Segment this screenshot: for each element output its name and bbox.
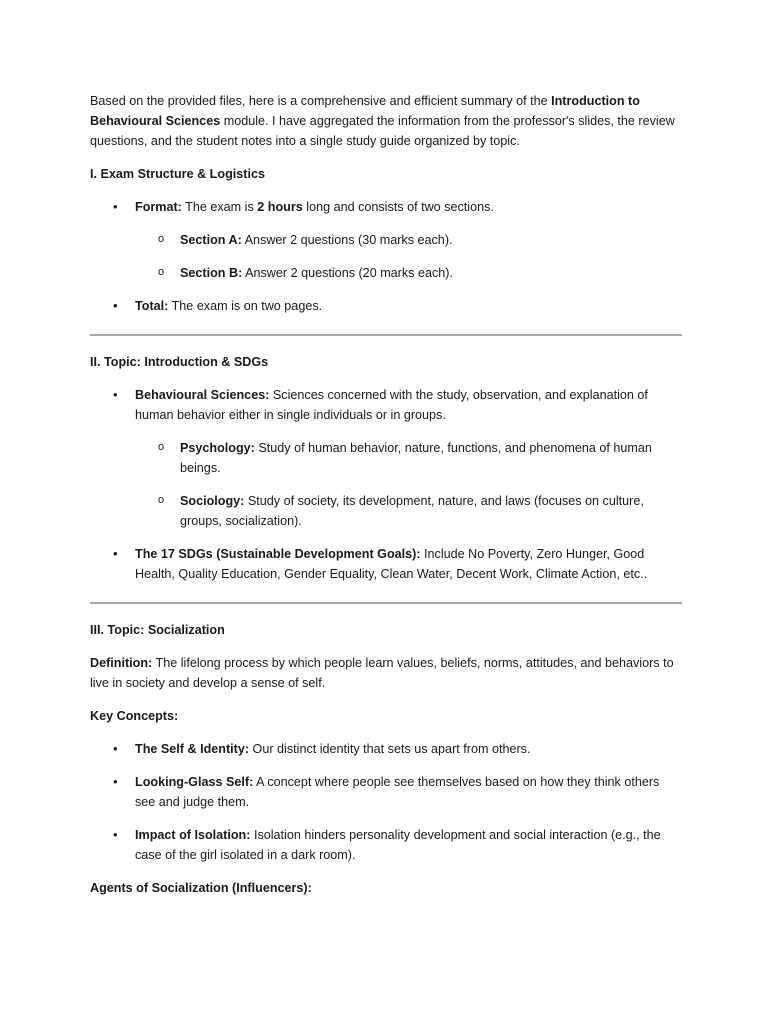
sociology-text: Study of society, its development, nature, and laws (focuses on culture, groups, socialization). xyxy=(180,494,644,528)
format-text: The exam is xyxy=(181,200,258,214)
list-item-psychology xyxy=(90,438,682,478)
behavioural-sciences-label: Behavioural Sciences: xyxy=(135,388,270,402)
list-item-isolation xyxy=(90,825,682,865)
section-a-label: Section A: xyxy=(180,233,242,247)
sociology-label: Sociology: xyxy=(180,494,245,508)
section-a-text: Answer 2 questions (30 marks each). xyxy=(241,233,453,247)
sdgs-text: Include No Poverty, Zero Hunger, Good Health, Quality Education, Gender Equality, Clean Water, Decent Work, Climate Action, etc.. xyxy=(135,547,648,581)
sdgs-list xyxy=(90,385,682,584)
section-heading-exam: I. Exam Structure & Logistics xyxy=(90,167,265,181)
list-item-section-b xyxy=(90,263,682,283)
format-duration: 2 hours xyxy=(257,200,303,214)
list-item-format xyxy=(90,197,682,217)
list-item-self-identity xyxy=(90,739,682,759)
intro-paragraph xyxy=(90,91,682,151)
intro-text-cont: module. I have aggregated the information from the professor's slides, the review questions, and the student notes into a single study guide organized by topic. xyxy=(90,114,675,148)
list-item-total xyxy=(90,296,682,316)
format-label: Format: xyxy=(135,200,182,214)
list-item-sociology xyxy=(90,491,682,531)
self-identity-label: The Self & Identity: xyxy=(135,742,250,756)
intro-text: Based on the provided files, here is a comprehensive and efficient summary of the xyxy=(90,94,552,108)
looking-glass-self-label: Looking-Glass Self: xyxy=(135,775,254,789)
psychology-text: Study of human behavior, nature, functions, and phenomena of human beings. xyxy=(180,441,652,475)
definition-text: The lifelong process by which people learn values, beliefs, norms, attitudes, and behaviors to live in society and develop a sense of self. xyxy=(90,656,674,690)
total-label: Total: xyxy=(135,299,169,313)
key-concepts-list xyxy=(90,739,682,865)
section-b-label: Section B: xyxy=(180,266,243,280)
agents-heading: Agents of Socialization (Influencers): xyxy=(90,881,312,895)
isolation-text: Isolation hinders personality development and social interaction (e.g., the case of the girl isolated in a dark room). xyxy=(135,828,661,862)
isolation-label: Impact of Isolation: xyxy=(135,828,251,842)
definition-label: Definition: xyxy=(90,656,153,670)
section-divider xyxy=(90,334,682,336)
definition-paragraph xyxy=(90,653,682,693)
self-identity-text: Our distinct identity that sets us apart from others. xyxy=(249,742,531,756)
list-item-looking-glass-self xyxy=(90,772,682,812)
section-divider xyxy=(90,602,682,604)
total-text: The exam is on two pages. xyxy=(168,299,323,313)
section-b-text: Answer 2 questions (20 marks each). xyxy=(242,266,453,280)
section-heading-sdgs: II. Topic: Introduction & SDGs xyxy=(90,355,269,369)
list-item-behavioural-sciences xyxy=(90,385,682,425)
document-body xyxy=(90,91,682,911)
psychology-label: Psychology: xyxy=(180,441,255,455)
section-heading-socialization: III. Topic: Socialization xyxy=(90,623,225,637)
behavioural-sciences-text: Sciences concerned with the study, observation, and explanation of human behavior either in single individuals or in groups. xyxy=(135,388,648,422)
looking-glass-self-text: A concept where people see themselves based on how they think others see and judge them. xyxy=(135,775,660,809)
exam-list xyxy=(90,197,682,316)
format-text-cont: long and consists of two sections. xyxy=(302,200,494,214)
sdgs-label: The 17 SDGs (Sustainable Development Goals): xyxy=(135,547,421,561)
list-item-section-a xyxy=(90,230,682,250)
module-name: Introduction to Behavioural Sciences xyxy=(90,94,640,128)
key-concepts-heading: Key Concepts: xyxy=(90,709,179,723)
list-item-sdgs xyxy=(90,544,682,584)
